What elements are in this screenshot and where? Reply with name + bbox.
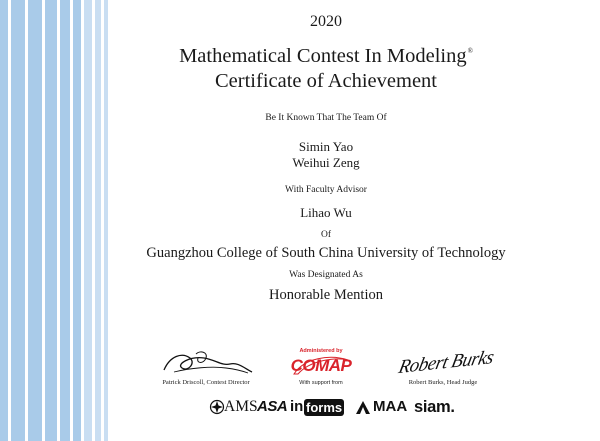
of-label: Of [320, 230, 332, 240]
stripe [28, 0, 42, 441]
stripe [0, 0, 8, 441]
administered-by-label: Administered by [299, 348, 343, 354]
contest-name [100, 39, 552, 68]
certificate-year: 2020 [310, 13, 342, 30]
director-caption: Patrick Driscoll, Contest Director [162, 379, 250, 386]
maa-logo: MAA [373, 398, 408, 415]
registered-mark: ® [467, 47, 473, 55]
stripe [11, 0, 25, 441]
team-member: Weihui Zeng [292, 155, 360, 170]
stripe [73, 0, 81, 441]
left-stripe-border [0, 0, 112, 441]
certificate-title: Certificate of Achievement [215, 70, 437, 92]
asa-logo: ASA [257, 398, 288, 415]
ams-emblem-icon [209, 399, 225, 415]
support-from-label: With support from [299, 380, 343, 386]
comap-logo: COMAP [290, 356, 352, 375]
institution-name: Guangzhou College of South China University of Technology [146, 245, 506, 261]
informs-logo-part: forms [306, 400, 343, 415]
ams-logo: AMS [224, 398, 258, 415]
head-judge-signature: Robert Burks [396, 346, 496, 379]
siam-logo: siam. [414, 398, 455, 416]
stripe [45, 0, 57, 441]
head-judge-caption: Robert Burks, Head Judge [408, 379, 478, 386]
informs-logo-part: in [290, 398, 304, 415]
director-signature [160, 346, 255, 380]
contest-name-text: Mathematical Contest In Modeling [179, 45, 467, 67]
designation-intro: Was Designated As [289, 270, 363, 280]
award-designation: Honorable Mention [269, 287, 383, 303]
team-member: Simin Yao [298, 139, 354, 154]
team-intro: Be It Known That The Team Of [265, 113, 387, 123]
stripe [60, 0, 70, 441]
stripe [84, 0, 92, 441]
maa-emblem-icon [354, 399, 372, 416]
faculty-advisor: Lihao Wu [300, 205, 352, 220]
advisor-intro: With Faculty Advisor [285, 185, 367, 195]
